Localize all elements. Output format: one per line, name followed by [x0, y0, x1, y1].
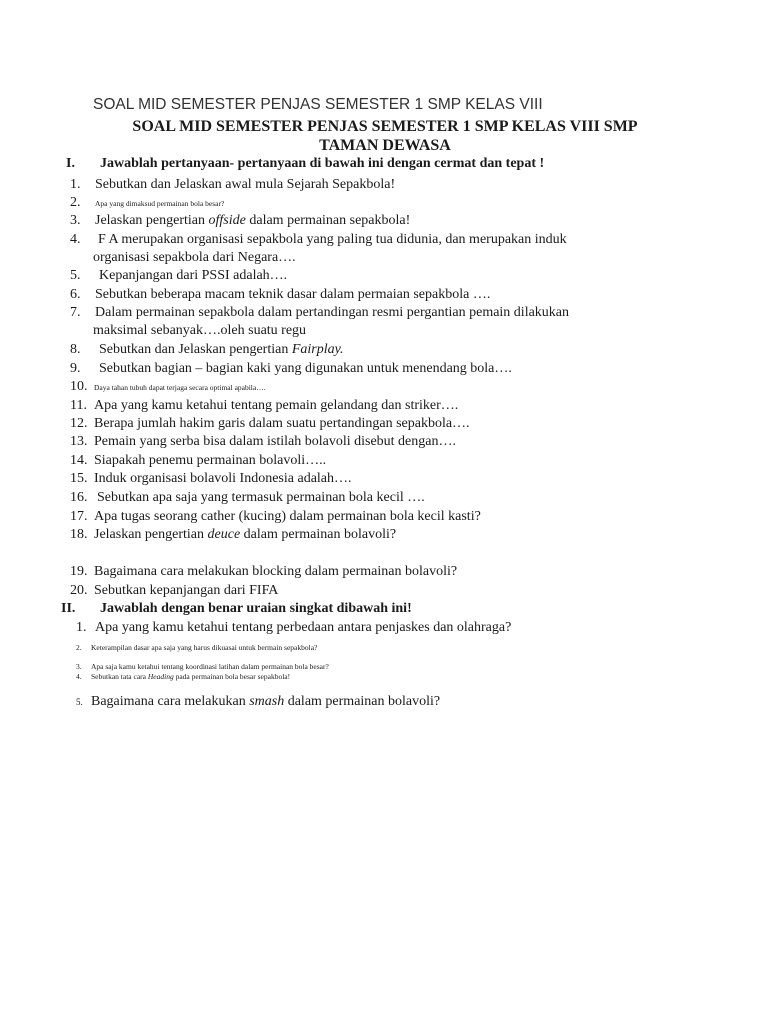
question-item: 5. Bagaimana cara melakukan smash dalam permainan bolavoli?	[76, 694, 441, 709]
page-header: SOAL MID SEMESTER PENJAS SEMESTER 1 SMP KELAS VIII	[93, 96, 543, 113]
title-line-1: SOAL MID SEMESTER PENJAS SEMESTER 1 SMP KELAS VIII SMP	[132, 118, 638, 135]
section-number: II.	[61, 601, 76, 616]
document-page: SOAL MID SEMESTER PENJAS SEMESTER 1 SMP KELAS VIII SOAL MID SEMESTER PENJAS SEMESTER 1 SMP KELAS VIII SMP TAMAN DEWASA I. Jawablah pertanyaan- pertanyaan di bawah ini dengan cermat dan tepat ! 1. Sebutkan dan Jelaskan awal mula Sejarah Sepakbola! 2. Apa yang dimaksud permainan bola besar? 3. Jelaskan pengertian offside dalam permainan sepakbola! 4. F A merupakan organisasi sepakbola yang paling tua didunia, dan merupakan induk organisasi sepakbola dari Negara…. 5. Kepanjangan dari PSSI adalah…. 6. Sebutkan beberapa macam teknik dasar dalam permaian sepakbola …. 7. Dalam permainan sepakbola dalam pertandingan resmi pergantian pemain dilakukan maksimal sebanyak….oleh suatu regu 8. Sebutkan dan Jelaskan pengertian Fairplay. 9. Sebutkan bagian – bagian kaki yang digunakan untuk menendang bola…. 10. Daya tahan tubuh dapat terjaga secara optimal apabila…. 11. Apa yang kamu ketahui tentang pemain gelandang dan striker…. 12. Berapa jumlah hakim garis dalam suatu pertandingan sepakbola…. 13. Pemain yang serba bisa dalam istilah bolavoli disebut dengan…. 14. Siapakah penemu permainan bolavoli….. 15. Induk organisasi bolavoli Indonesia adalah…. 16. Sebutkan apa saja yang termasuk permainan bola kecil …. 17. Apa tugas seorang cather (kucing) dalam permainan bola kecil kasti? 18. Jelaskan pengertian deuce dalam permainan bolavoli? 19. Bagaimana cara melakukan blocking dalam permainan bolavoli? 20. Sebutkan kepanjangan dari FIFA II. Jawablah dengan benar uraian singkat dibawah ini! 1. Apa yang kamu ketahui tentang perbedaan antara penjaskes dan olahraga? 2. Keterampilan dasar apa saja yang harus dikuasai untuk bermain sepakbola? 3. Apa saja kamu ketahui tentang koordinasi latihan dalam permainan bola besar? 4. Sebutkan tata cara Heading pada permainan bola besar sepakbola! 5. Bagaimana cara melakukan smash dalam permainan bolavoli?	[0, 0, 768, 1024]
question-item: 4. Sebutkan tata cara Heading pada permainan bola besar sepakbola!	[76, 672, 291, 681]
question-item: 3. Apa saja kamu ketahui tentang koordinasi latihan dalam permainan bola besar?	[76, 662, 329, 671]
document-title	[80, 117, 690, 155]
section-instruction: Jawablah dengan benar uraian singkat dibawah ini!	[100, 601, 412, 616]
section-number: I.	[66, 156, 75, 171]
question-item: 2. Keterampilan dasar apa saja yang harus dikuasai untuk bermain sepakbola?	[76, 643, 318, 652]
section-instruction: Jawablah pertanyaan- pertanyaan di bawah ini dengan cermat dan tepat !	[100, 156, 545, 171]
title-line-2: TAMAN DEWASA	[319, 137, 451, 154]
